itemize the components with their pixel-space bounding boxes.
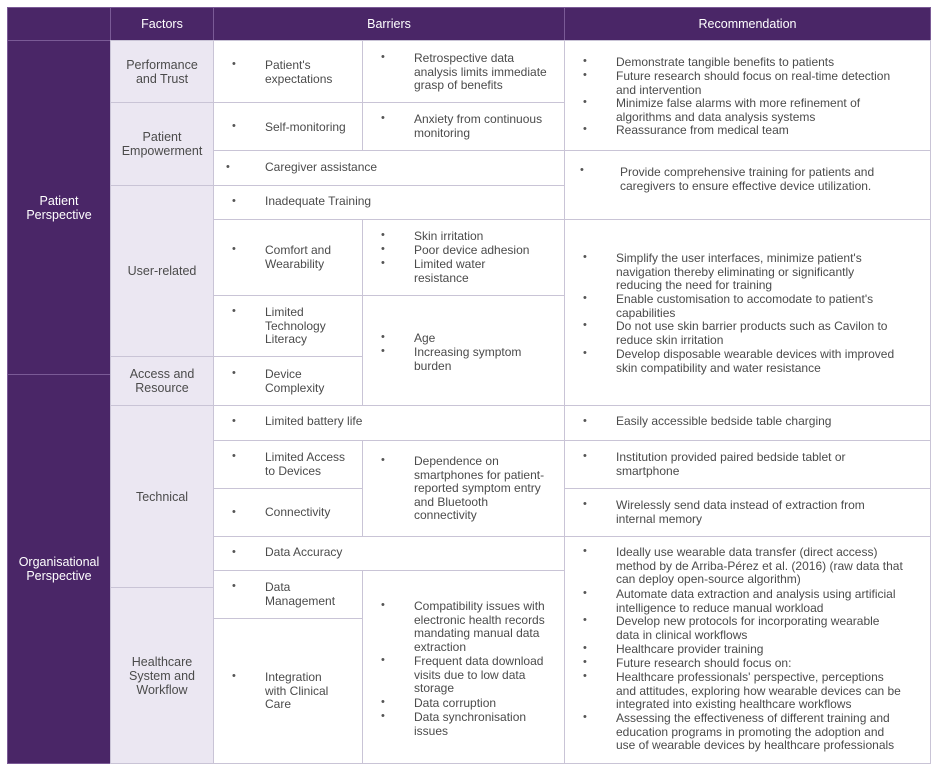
rec-direct-access-transfer: Ideally use wearable data transfer (direct access) method by de Arriba-Pérez et al. (2016) (raw data that can deploy open-source algorithm) bbox=[616, 545, 903, 587]
rec-paired-tablet: Institution provided paired bedside tablet or smartphone bbox=[616, 450, 846, 478]
rec-bedside-charging: Easily accessible bedside table charging bbox=[616, 414, 832, 428]
bullet: • bbox=[381, 710, 385, 722]
bullet: • bbox=[232, 58, 236, 70]
rec-disposable-devices: Develop disposable wearable devices with improved skin compatibility and water resistance bbox=[616, 347, 895, 375]
bullet: • bbox=[232, 546, 236, 558]
barrier-poor-adhesion: Poor device adhesion bbox=[414, 243, 530, 257]
factor-access-resource: Access and Resource bbox=[110, 356, 214, 406]
rec-customisation: Enable customisation to accomodate to patient's capabilities bbox=[616, 292, 874, 320]
bullet: • bbox=[583, 319, 587, 331]
bullet: • bbox=[583, 587, 587, 599]
patient-perspective: Patient Perspective bbox=[7, 40, 111, 375]
rec-real-time-research: Future research should focus on real-time detection and intervention bbox=[616, 69, 891, 97]
bullet: • bbox=[232, 670, 236, 682]
rec-tangible-benefits: Demonstrate tangible benefits to patients bbox=[616, 55, 835, 69]
rec-future-research: Future research should focus on: bbox=[616, 656, 792, 670]
bullet: • bbox=[583, 711, 587, 723]
barrier-device-complexity: Device Complexity bbox=[265, 367, 325, 395]
barrier-data-accuracy: Data Accuracy bbox=[265, 545, 343, 559]
rec-comprehensive-training: Provide comprehensive training for patients and caregivers to ensure effective device utilization. bbox=[620, 165, 875, 193]
barrier-data-management: Data Management bbox=[265, 580, 336, 608]
bullet: • bbox=[232, 243, 236, 255]
header-recommendation: Recommendation bbox=[564, 7, 931, 41]
barrier-caregiver-assistance: Caregiver assistance bbox=[265, 160, 378, 174]
bullet: • bbox=[583, 96, 587, 108]
bullet: • bbox=[226, 161, 230, 173]
bullet: • bbox=[583, 545, 587, 557]
bullet: • bbox=[232, 450, 236, 462]
barrier-battery-life: Limited battery life bbox=[265, 414, 363, 428]
barrier-smartphone-dependence: Dependence on smartphones for patient- reported symptom entry and Bluetooth connectivity bbox=[414, 454, 545, 523]
barrier-ehr-compatibility: Compatibility issues with electronic health records mandating manual data extraction bbox=[414, 599, 545, 654]
barrier-age: Age bbox=[414, 331, 436, 345]
bullet: • bbox=[583, 415, 587, 427]
bullet: • bbox=[583, 642, 587, 654]
bullet: • bbox=[583, 292, 587, 304]
factor-user-related: User-related bbox=[110, 185, 214, 357]
bullet: • bbox=[232, 580, 236, 592]
bullet: • bbox=[381, 345, 385, 357]
factor-performance-trust: Performance and Trust bbox=[110, 40, 214, 103]
bullet: • bbox=[381, 243, 385, 255]
bullet: • bbox=[232, 305, 236, 317]
bullet: • bbox=[381, 257, 385, 269]
rec-false-alarms: Minimize false alarms with more refinement of algorithms and data analysis systems bbox=[616, 96, 861, 124]
rec-wireless-data: Wirelessly send data instead of extraction from internal memory bbox=[616, 498, 865, 526]
barrier-skin-irritation: Skin irritation bbox=[414, 229, 484, 243]
bullet: • bbox=[583, 656, 587, 668]
bullet: • bbox=[381, 454, 385, 466]
barrier-water-resistance: Limited water resistance bbox=[414, 257, 486, 285]
rec-automate-extraction: Automate data extraction and analysis using artificial intelligence to reduce manual workload bbox=[616, 587, 896, 615]
factor-healthcare-workflow: Healthcare System and Workflow bbox=[110, 587, 214, 764]
barrier-self-monitoring: Self-monitoring bbox=[265, 120, 346, 134]
bullet: • bbox=[583, 55, 587, 67]
bullet: • bbox=[232, 367, 236, 379]
bullet: • bbox=[583, 69, 587, 81]
bullet: • bbox=[583, 450, 587, 462]
rec-provider-training: Healthcare provider training bbox=[616, 642, 764, 656]
barrier-connectivity: Connectivity bbox=[265, 505, 331, 519]
bullet: • bbox=[381, 599, 385, 611]
header-factors: Factors bbox=[110, 7, 214, 41]
bullet: • bbox=[583, 670, 587, 682]
bullet: • bbox=[583, 614, 587, 626]
barrier-comfort-wearability: Comfort and Wearability bbox=[265, 243, 332, 271]
barrier-data-download: Frequent data download visits due to low data storage bbox=[414, 654, 544, 696]
rec-simplify-interfaces: Simplify the user interfaces, minimize patient's navigation thereby eliminating or significantly reducing the need for training bbox=[616, 251, 862, 293]
barrier-inadequate-training: Inadequate Training bbox=[265, 194, 372, 208]
organisational-perspective: Organisational Perspective bbox=[7, 374, 111, 764]
barrier-access-devices: Limited Access to Devices bbox=[265, 450, 346, 478]
bullet: • bbox=[381, 229, 385, 241]
barrier-retrospective-analysis: Retrospective data analysis limits immediate grasp of benefits bbox=[414, 51, 547, 93]
bullet: • bbox=[232, 120, 236, 132]
header-barriers: Barriers bbox=[213, 7, 565, 41]
bullet: • bbox=[583, 498, 587, 510]
barrier-data-sync: Data synchronisation issues bbox=[414, 710, 527, 738]
bullet: • bbox=[381, 331, 385, 343]
rec-professionals-perspective: Healthcare professionals' perspective, perceptions and attitudes, exploring how wearable devices can be integrated into existing healthcare workflows bbox=[616, 670, 901, 712]
barrier-data-corruption: Data corruption bbox=[414, 696, 497, 710]
barrier-anxiety: Anxiety from continuous monitoring bbox=[414, 112, 543, 140]
bullet: • bbox=[381, 51, 385, 63]
rec-new-protocols: Develop new protocols for incorporating wearable data in clinical workflows bbox=[616, 614, 880, 642]
bullet: • bbox=[583, 347, 587, 359]
rec-training-effectiveness: Assessing the effectiveness of different training and education programs in promoting the adoption and use of wearable devices by healthcare professionals bbox=[616, 711, 895, 753]
barrier-symptom-burden: Increasing symptom burden bbox=[414, 345, 522, 373]
bullet: • bbox=[583, 251, 587, 263]
rec-reassurance: Reassurance from medical team bbox=[616, 123, 789, 137]
bullet: • bbox=[232, 195, 236, 207]
factor-technical: Technical bbox=[110, 405, 214, 588]
barrier-patient-expectations: Patient's expectations bbox=[265, 58, 333, 86]
bullet: • bbox=[580, 164, 584, 176]
bullet: • bbox=[381, 696, 385, 708]
rec-skin-barrier: Do not use skin barrier products such as Cavilon to reduce skin irritation bbox=[616, 319, 888, 347]
header-spacer bbox=[7, 7, 111, 41]
bullet: • bbox=[381, 654, 385, 666]
bullet: • bbox=[381, 112, 385, 124]
factor-patient-empowerment: Patient Empowerment bbox=[110, 102, 214, 186]
bullet: • bbox=[232, 415, 236, 427]
barrier-clinical-integration: Integration with Clinical Care bbox=[265, 670, 329, 712]
bullet: • bbox=[232, 506, 236, 518]
bullet: • bbox=[583, 123, 587, 135]
barrier-technology-literacy: Limited Technology Literacy bbox=[265, 305, 326, 347]
